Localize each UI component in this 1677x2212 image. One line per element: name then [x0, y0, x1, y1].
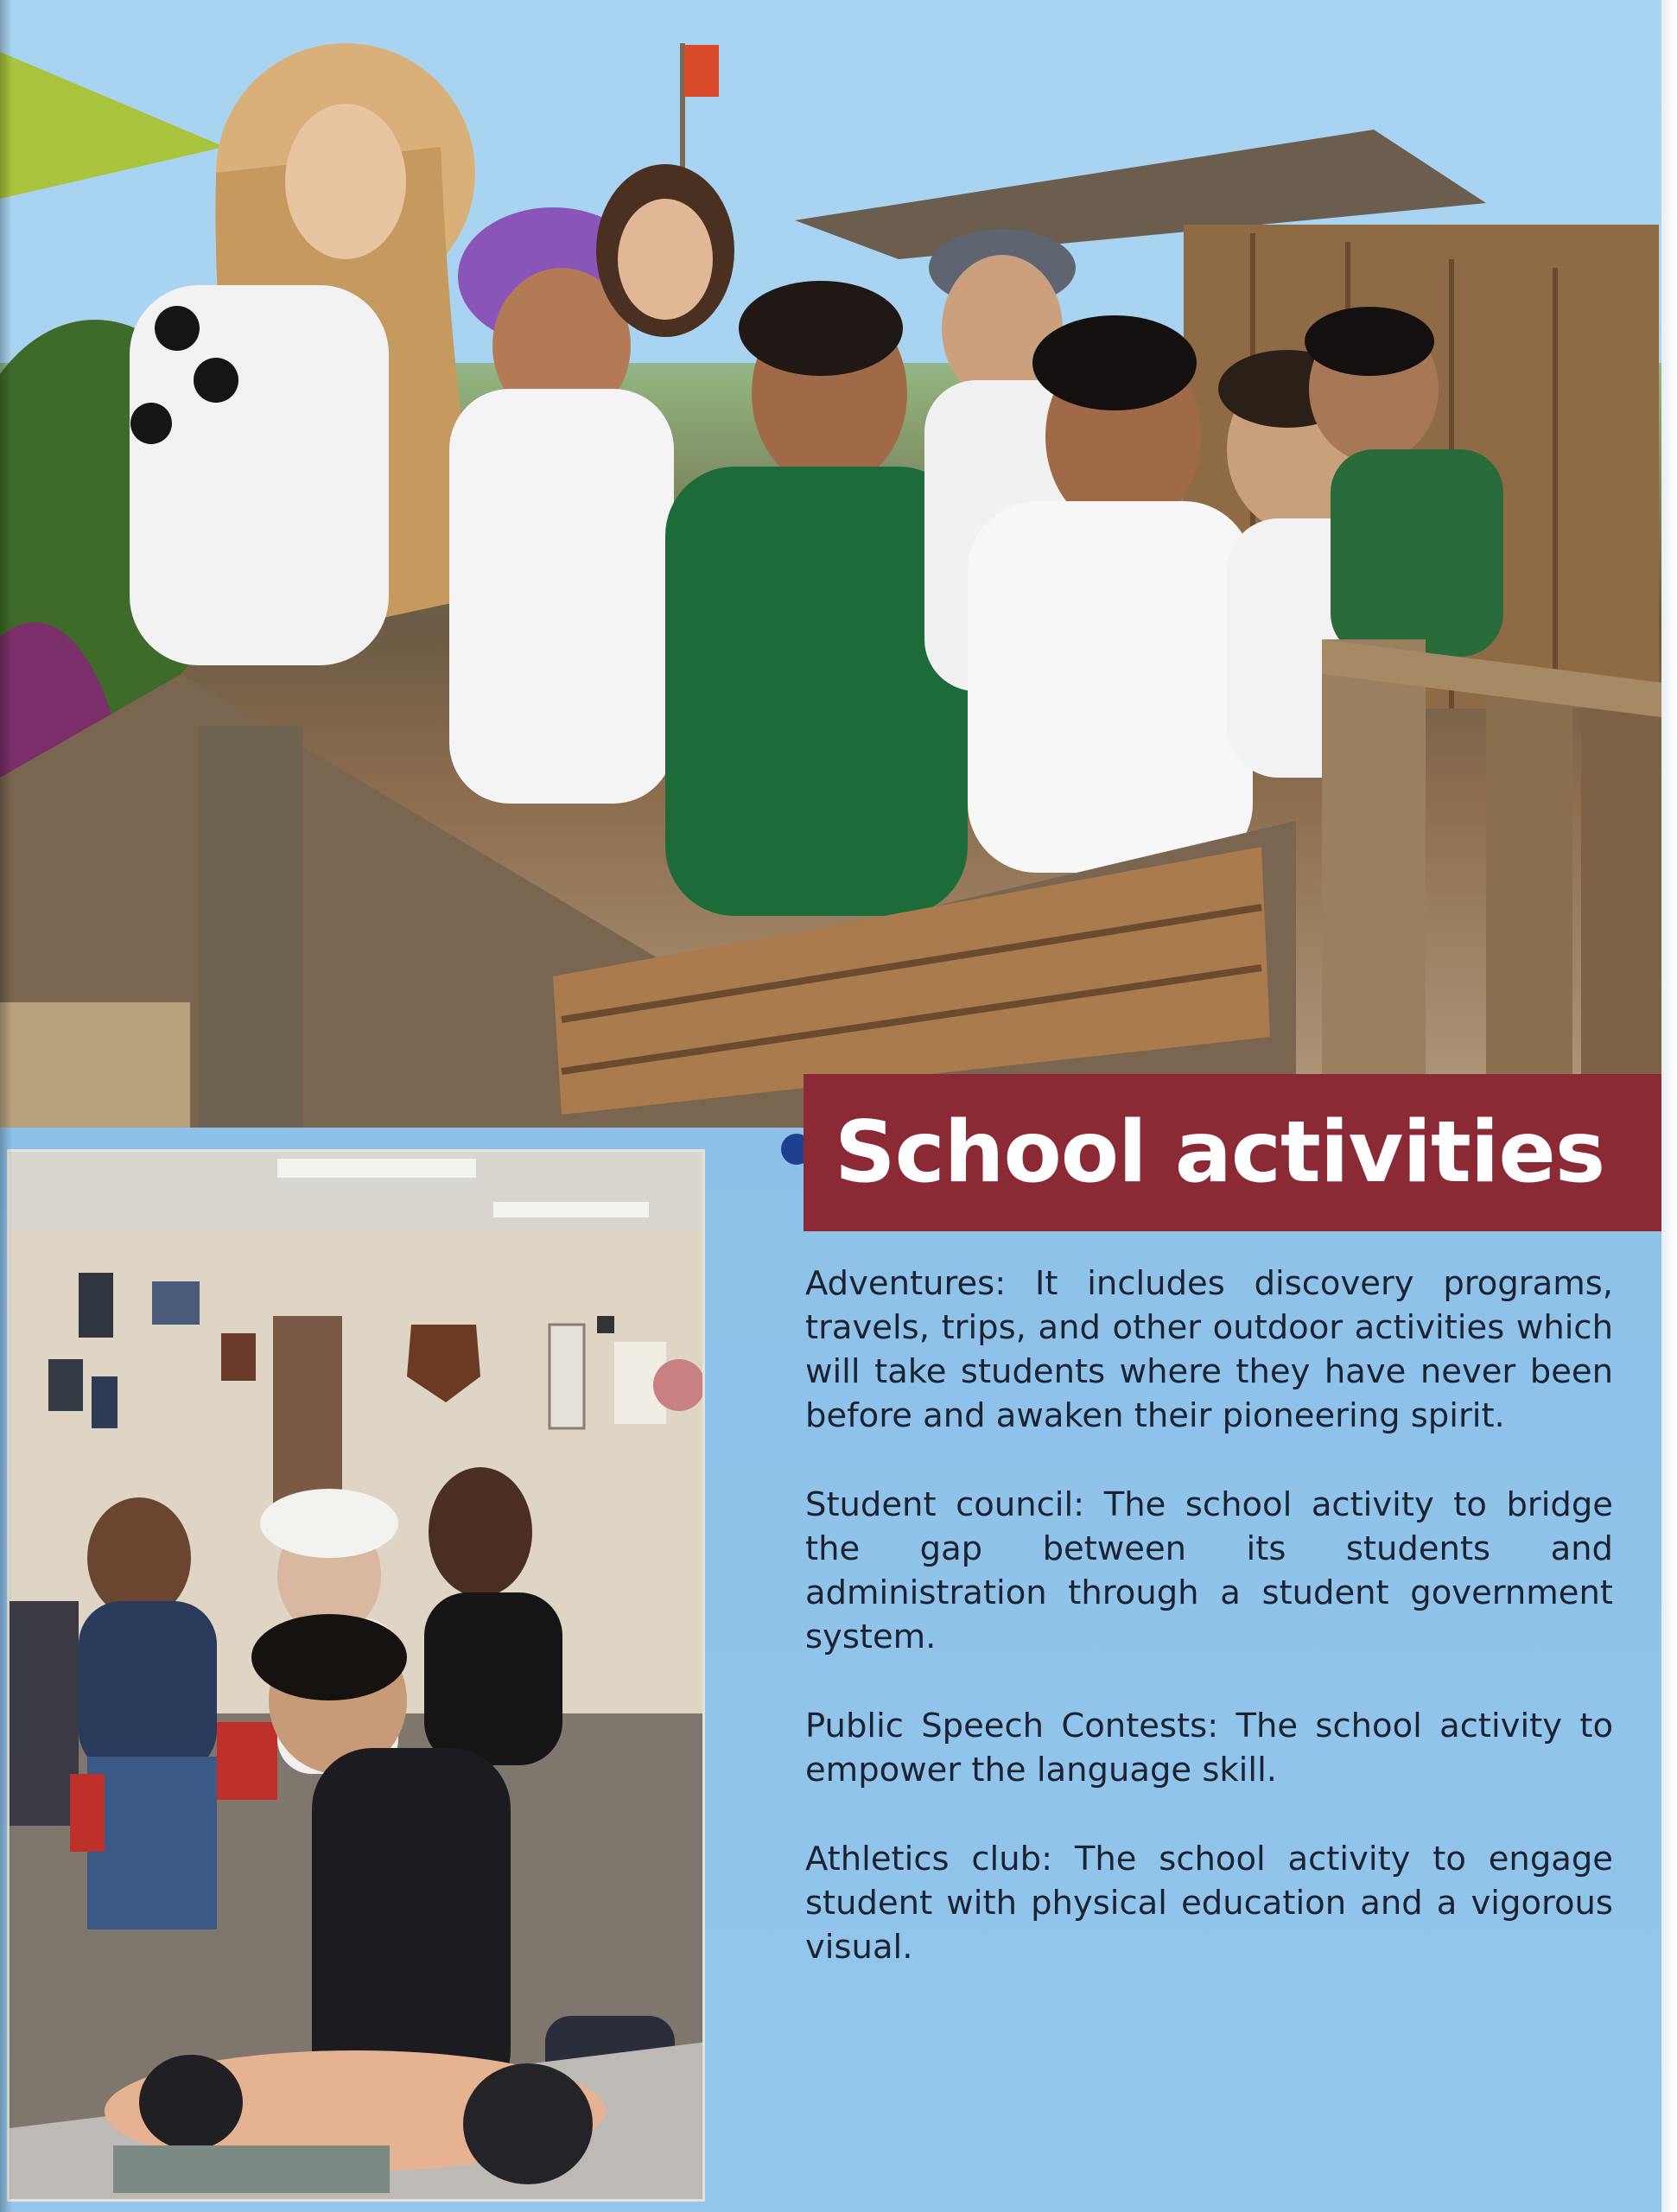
binding-shadow [0, 0, 12, 2212]
cpr-training-illustration [10, 1152, 705, 2202]
page-title: School activities [835, 1103, 1605, 1202]
paragraph-student-council: Student council: The school activity to bridge the gap between its students and administration through a student government system. [805, 1485, 1613, 1656]
paragraph-public-speech: Public Speech Contests: The school activity to empower the language skill. [805, 1707, 1613, 1789]
page-edge [1661, 0, 1677, 2212]
paragraph-athletics-club: Athletics club: The school activity to engage student with physical education and a vigorous visual. [805, 1840, 1613, 1967]
activities-description [805, 1262, 1613, 2014]
cpr-training-photo [7, 1149, 705, 2202]
title-banner [804, 1074, 1661, 1231]
paragraph-adventures: Adventures: It includes discovery programs, travels, trips, and other outdoor activities which will take students where they have never been before and awaken their pioneering spirit. [805, 1264, 1613, 1435]
